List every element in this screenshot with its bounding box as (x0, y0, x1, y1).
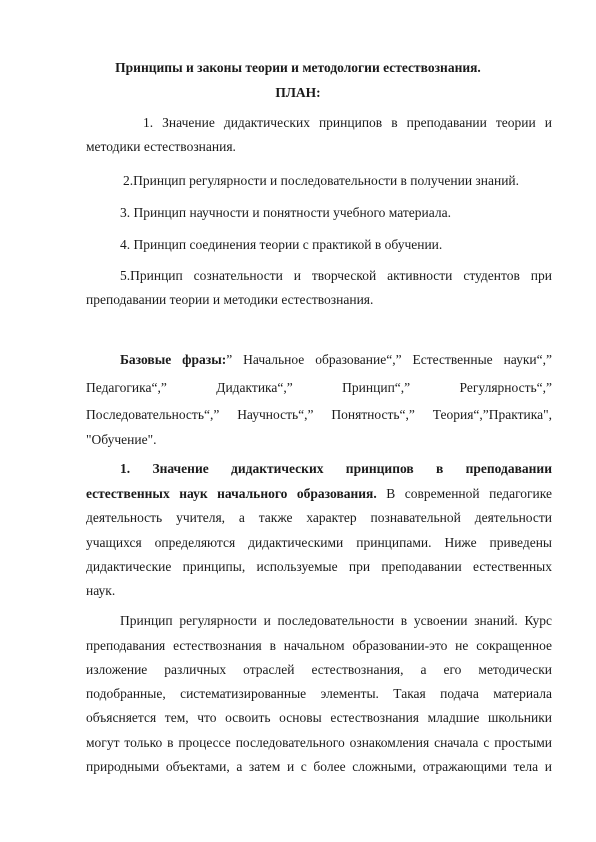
plan-item-1: 1. Значение дидактических принципов в преподавании теории и (143, 115, 552, 130)
plan-item-1-cont: методики естествознания. (86, 139, 236, 154)
plan-item-4: 4. Принцип соединения теории с практикой в обучении. (120, 237, 443, 252)
keywords-line-1: Базовые фразы:” Начальное образование“,” Естественные науки“,” (120, 352, 552, 367)
paragraph2-line-7: природными объектами, а затем и с более сложными, отражающими тела и (86, 759, 552, 774)
section1-line-5: наук. (86, 583, 116, 598)
paragraph2-line-3: изложение различных отраслей естествознания, а его методически (86, 662, 552, 677)
section1-line-4: дидактические принципы, используемые при преподавании естественных (86, 559, 552, 574)
paragraph2-line-2: преподавания естествознания в начальном образовании-это не сокращенное (86, 638, 552, 653)
paragraph2-line-4: подобранные, систематизированные элементы. Такая подача материала (86, 686, 552, 701)
plan-item-5-cont: преподавании теории и методики естествознания. (86, 292, 374, 307)
keywords-line-2: Педагогика“,” Дидактика“,” Принцип“,” Регулярность“,” (86, 380, 552, 395)
keywords-line-4: "Обучение". (86, 432, 157, 447)
section1-line-1: естественных наук начального образования. В современной педагогике (86, 486, 552, 501)
plan-item-3: 3. Принцип научности и понятности учебного материала. (120, 205, 451, 220)
document-title: Принципы и законы теории и методологии естествознания. (115, 60, 481, 75)
keywords-label: Базовые фразы: (120, 352, 227, 367)
paragraph2-line-6: могут только в процессе последовательного ознакомления сначала с простыми (86, 735, 552, 750)
section1-line-3: учащихся определяются дидактическими принципами. Ниже приведены (86, 535, 552, 550)
keywords-line-3: Последовательность“,” Научность“,” Понятность“,” Теория“,”Практика", (86, 407, 552, 422)
plan-heading: ПЛАН: (275, 85, 321, 100)
paragraph2-line-5: объясняется тем, что освоить основы естествознания младшие школьники (86, 710, 552, 725)
section1-line-2: деятельность учителя, а также характер познавательной деятельности (86, 510, 552, 525)
plan-item-5: 5.Принцип сознательности и творческой активности студентов при (120, 268, 552, 283)
section1-heading: 1. Значение дидактических принципов в преподавании (120, 461, 552, 476)
paragraph2-line-1: Принцип регулярности и последовательности в усвоении знаний. Курс (120, 613, 552, 628)
plan-item-2: 2.Принцип регулярности и последовательности в получении знаний. (123, 173, 520, 188)
